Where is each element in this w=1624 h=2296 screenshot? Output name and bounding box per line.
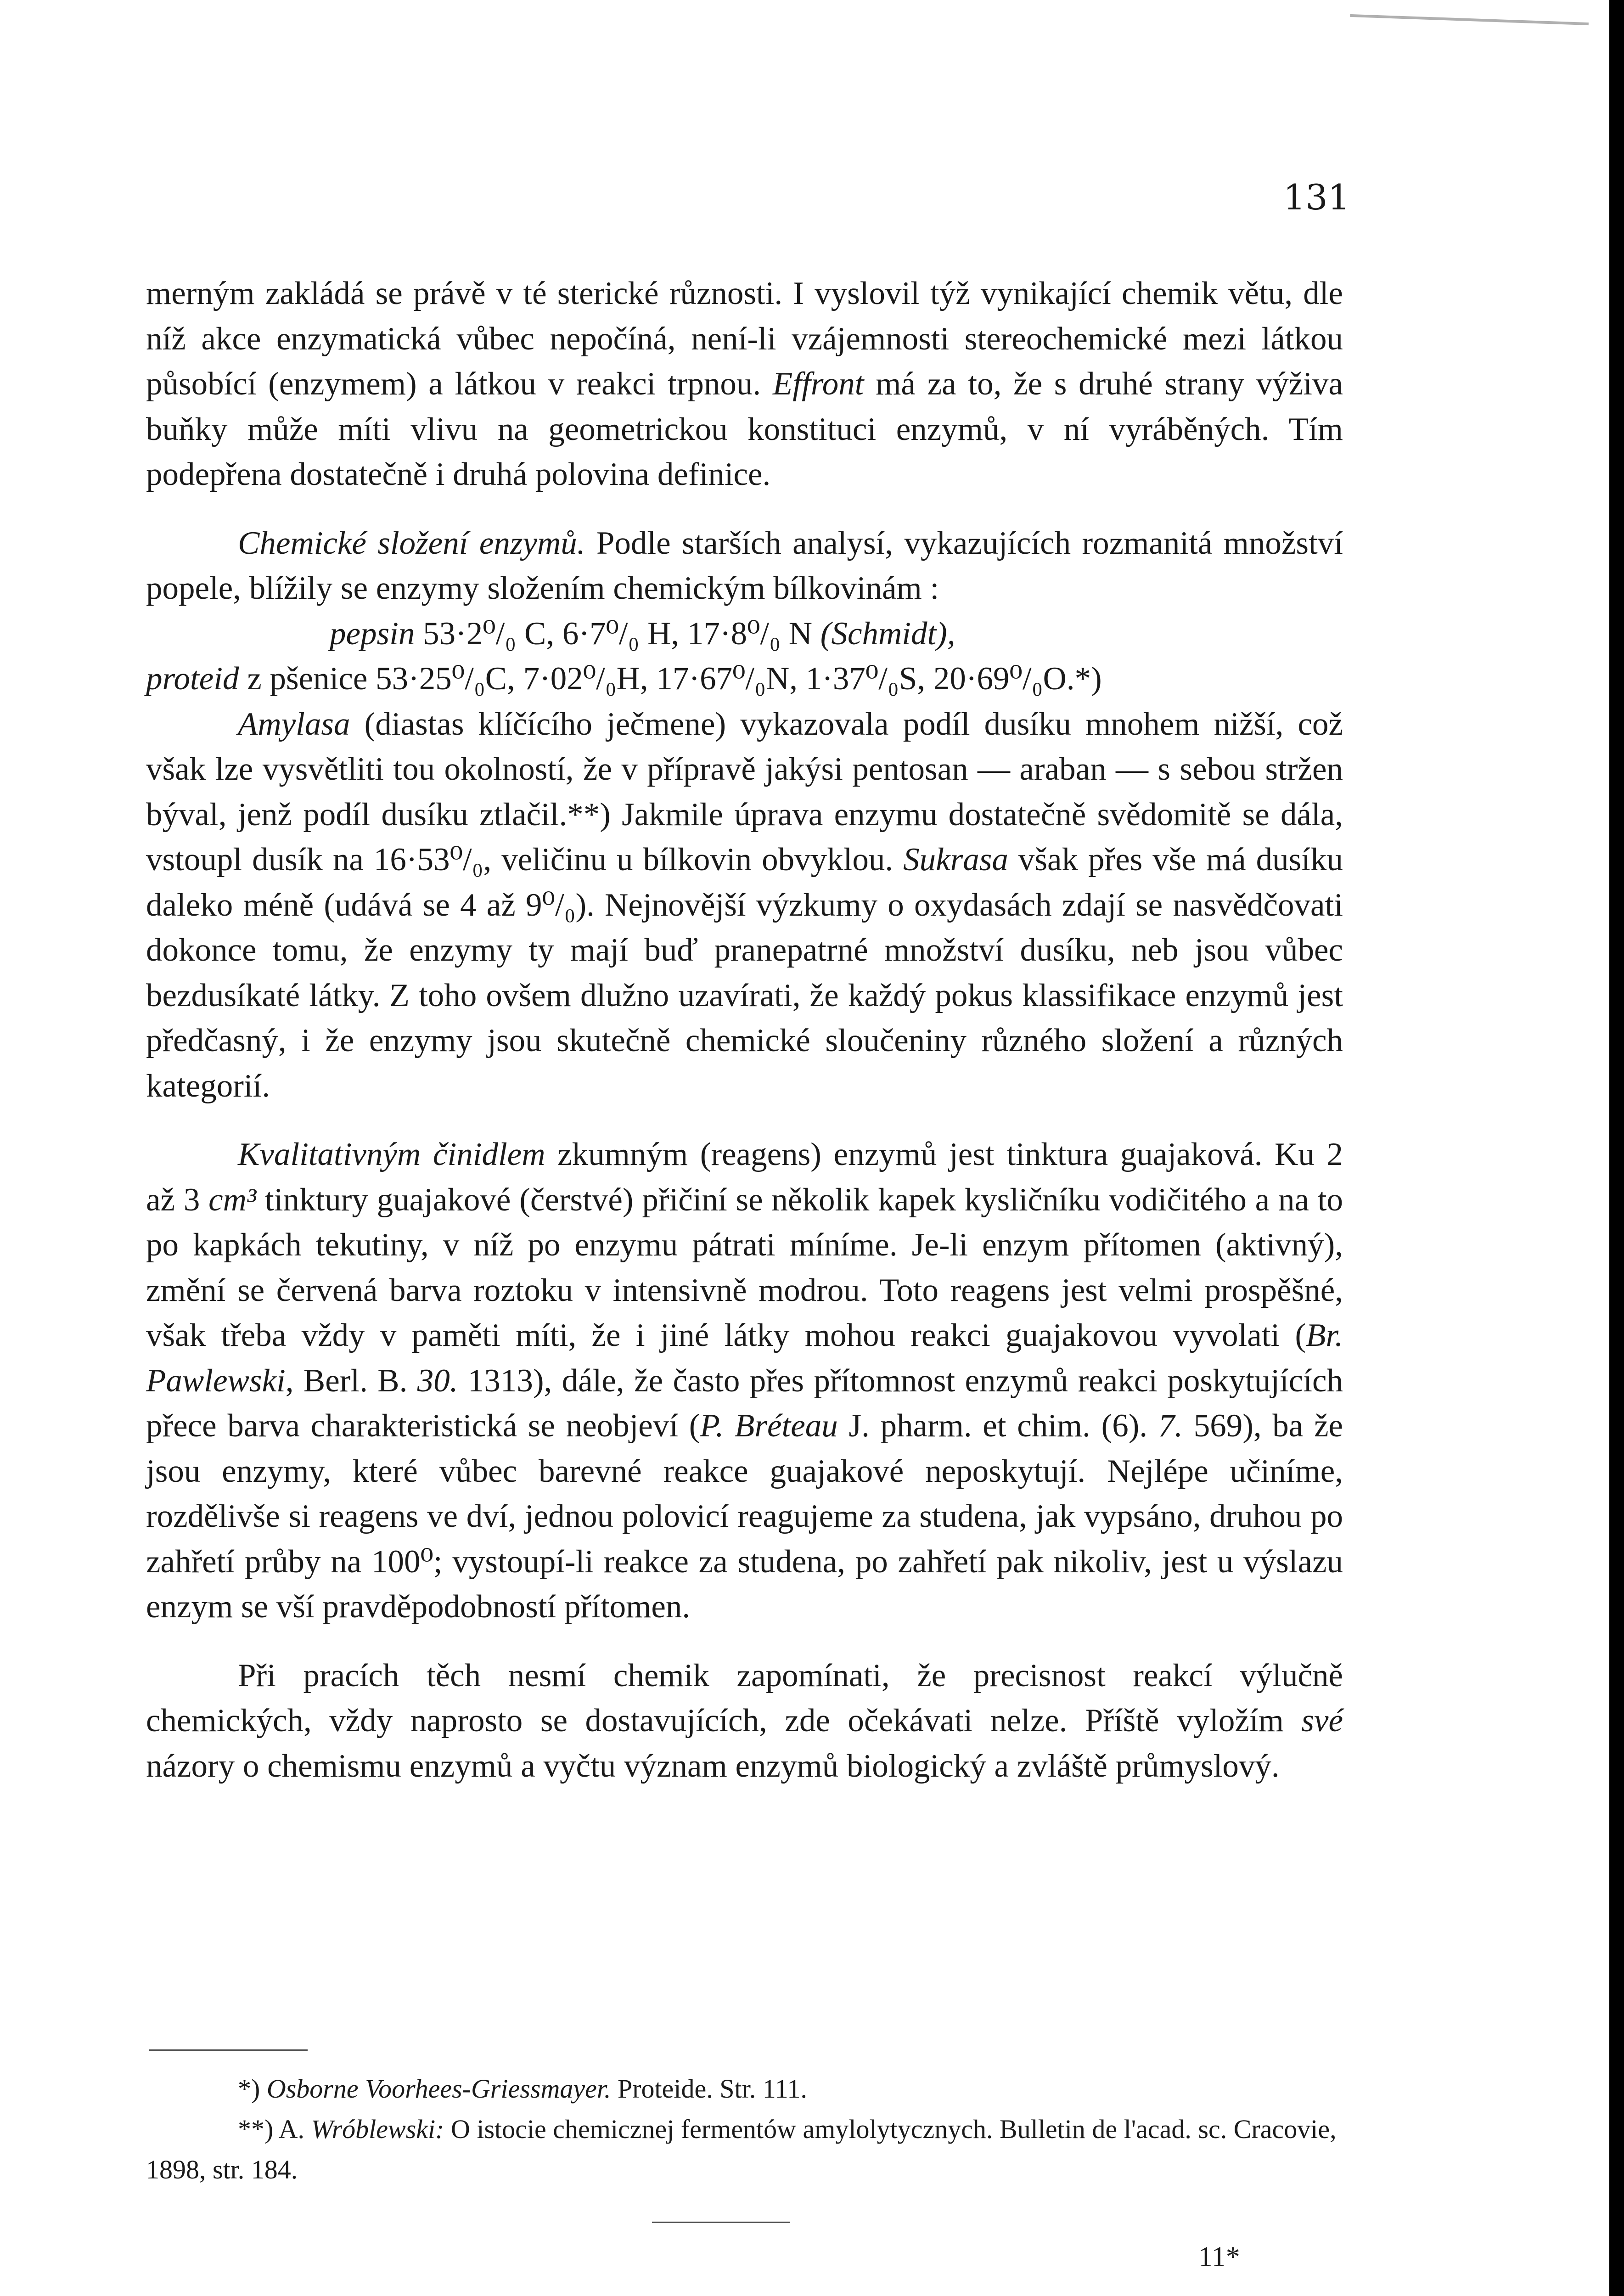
paragraph-4: Kvalitativným činidlem zkumným (reagens) enzymů jest tinktura guajaková. Ku 2 až 3 cm³ tinktury guajakové (čerstvé) přičiní se několik kapek kysličníku vodičitého a na to po kapkách tekutiny, v níž po enzymu pátrati míníme. Je-li enzym přítomen (aktivný), změní se červená barva roztoku v intensivně modrou. Toto reagens jest velmi prospěšné, však třeba vždy v paměti míti, že i jiné látky mohou reakci guajakovou vyvolati (Br. Pawlewski, Berl. B. 30. 1313), dále, že často přes přítomnost enzymů reakci poskytujících přece barva charakteristická se neobjeví (P. Bréteau J. pharm. et chim. (6). 7. 569), ba že jsou enzymy, které vůbec barevné reakce guajakové neposkytují. Nejlépe učiníme, rozdělivše si reagens ve dví, jednou polovicí reagujeme za studena, jak vypsáno, druhou po zahřetí průby na 100⁰; vystoupí-li reakce za studena, po zahřetí pak nikoliv, jest u výslazu enzym se vší pravděpodobností přítomen. (146, 1137, 1343, 1625)
author-name: Effront (772, 366, 864, 402)
closing-divider (652, 2222, 790, 2223)
paragraph-3: Amylasa (diastas klíčícího ječmene) vykazovala podíl dusíku mnohem nižší, což však lze vysvětliti tou okolností, že v přípravě jakýsi pentosan — araban — s sebou stržen býval, jenž podíl dusíku ztlačil.**) Jakmile úprava enzymu dostatečně svědomitě se dála, vstoupl dusík na 16·53⁰/₀, veličinu u bílkovin obvyklou. Sukrasa však přes vše má dusíku daleko méně (udává se 4 až 9⁰/₀). Nejnovější výzkumy o oxydasách zdají se nasvědčovati dokonce tomu, že enzymy ty mají buď pranepatrné množství dusíku, neb jsou vůbec bezdusíkaté látky. Z toho ovšem dlužno uzavírati, že každý pokus klassifikace enzymů jest předčasný, i že enzymy jsou skutečně chemické sloučeniny různého složení a různých kategorií. (146, 706, 1343, 1104)
footnote-1: *) Osborne Voorhees-Griessmayer. Proteide. Str. 111. (238, 2074, 807, 2104)
section-heading: Kvalitativným činidlem (238, 1137, 545, 1172)
formula-proteid: proteid z pšenice 53·25⁰/₀C, 7·02⁰/₀H, 17·67⁰/₀N, 1·37⁰/₀S, 20·69⁰/₀O.*) (146, 661, 1102, 697)
term-sukrasa: Sukrasa (903, 842, 1008, 878)
paragraph-1: merným zakládá se právě v té sterické různosti. I vyslovil týž vynikající chemik větu, dle níž akce enzymatická vůbec nepočíná, není-li vzájemnosti stereochemické mezi látkou působící (enzymem) a látkou v reakci trpnou. Effront má za to, že s druhé strany výživa buňky může míti vlivu na geometrickou konstituci enzymů, v ní vyráběných. Tím podepřena dostatečně i druhá polovina definice. (146, 276, 1343, 492)
footnote-2: **) A. Wróblewski: O istocie chemicznej fermentów amylolytycznych. Bulletin de l'acad. sc. Cracovie, 1898, str. 184. (146, 2114, 1337, 2184)
reference-author: P. Bréteau (700, 1408, 838, 1444)
section-heading: Chemické složení enzymů. (238, 525, 585, 561)
footnotes (146, 2069, 1343, 2190)
body-text (146, 271, 1343, 1789)
page-number: 131 (1283, 177, 1350, 218)
paragraph-2: Chemické složení enzymů. Podle starších analysí, vykazujících rozmanitá množství popele, blížily se enzymy složením chemickým bílkovinám : (146, 525, 1343, 606)
formula-pepsin: pepsin 53·2⁰/₀ C, 6·7⁰/₀ H, 17·8⁰/₀ N (Schmidt), (330, 615, 955, 652)
term-amylasa: Amylasa (238, 706, 350, 742)
scan-edge-mark (1350, 14, 1589, 25)
reference-author: Br. Pawlewski (146, 1317, 1343, 1399)
footnote-divider (149, 2049, 308, 2051)
signature-mark: 11* (1198, 2241, 1240, 2273)
paragraph-5: Při pracích těch nesmí chemik zapomínati, že precisnost reakcí výlučně chemických, vždy naprosto se dostavujících, zde očekávati nelze. Příště vyložím své názory o chemismu enzymů a vyčtu význam enzymů biologický a zvláště průmyslový. (146, 1657, 1343, 1784)
